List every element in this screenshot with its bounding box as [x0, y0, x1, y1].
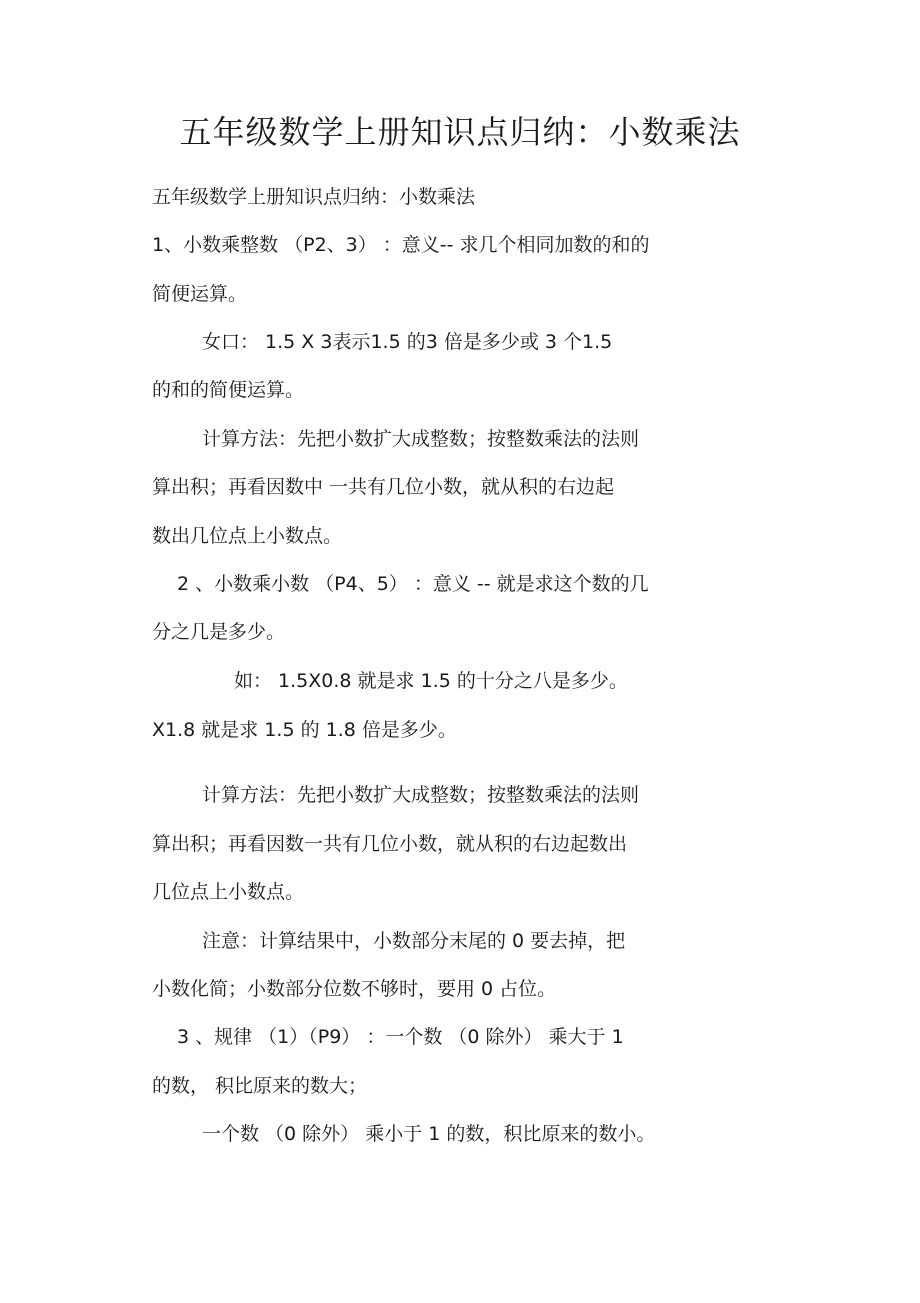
method-2-line-1: 计算方法：先把小数扩大成整数；按整数乘法的法则: [202, 784, 640, 806]
section-3-line-1: 3 、规律 （1）（P9） ：一个数 （0 除外） 乘大于 1: [177, 1026, 624, 1048]
section-2-line-1: 2 、小数乘小数 （P4、5） ：意义 -- 就是求这个数的几: [177, 573, 649, 595]
example-2-line-2: X1.8 就是求 1.5 的 1.8 倍是多少。: [152, 719, 457, 741]
section-3-line-3: 一个数 （0 除外） 乘小于 1 的数，积比原来的数小。: [202, 1123, 656, 1145]
note-line-1: 注意：计算结果中，小数部分末尾的 0 要去掉，把: [202, 930, 626, 952]
section-3-line-2: 的数， 积比原来的数大；: [152, 1075, 368, 1097]
example-1-line-2: 的和的简便运算。: [152, 379, 305, 401]
example-2-line-1: 如： 1.5X0.8 就是求 1.5 的十分之八是多少。: [234, 670, 628, 692]
method-1-line-1: 计算方法：先把小数扩大成整数；按整数乘法的法则: [202, 428, 640, 450]
note-line-2: 小数化简；小数部分位数不够时，要用 0 占位。: [152, 978, 557, 1000]
method-1-line-3: 数出几位点上小数点。: [152, 525, 343, 547]
section-2-line-2: 分之几是多少。: [152, 621, 286, 643]
section-1-line-1: 1、小数乘整数 （P2、3） ：意义-- 求几个相同加数的和的: [152, 234, 650, 256]
document-title: 五年级数学上册知识点归纳：小数乘法: [179, 113, 741, 151]
subtitle: 五年级数学上册知识点归纳：小数乘法: [152, 186, 476, 208]
example-1-line-1: 女口： 1.5 X 3表示1.5 的3 倍是多少或 3 个1.5: [202, 331, 613, 353]
method-1-line-2: 算出积；再看因数中 一共有几位小数，就从积的右边起: [152, 476, 615, 498]
section-1-line-2: 简便运算。: [152, 283, 248, 305]
method-2-line-3: 几位点上小数点。: [152, 881, 305, 903]
method-2-line-2: 算出积；再看因数一共有几位小数，就从积的右边起数出: [152, 833, 628, 855]
